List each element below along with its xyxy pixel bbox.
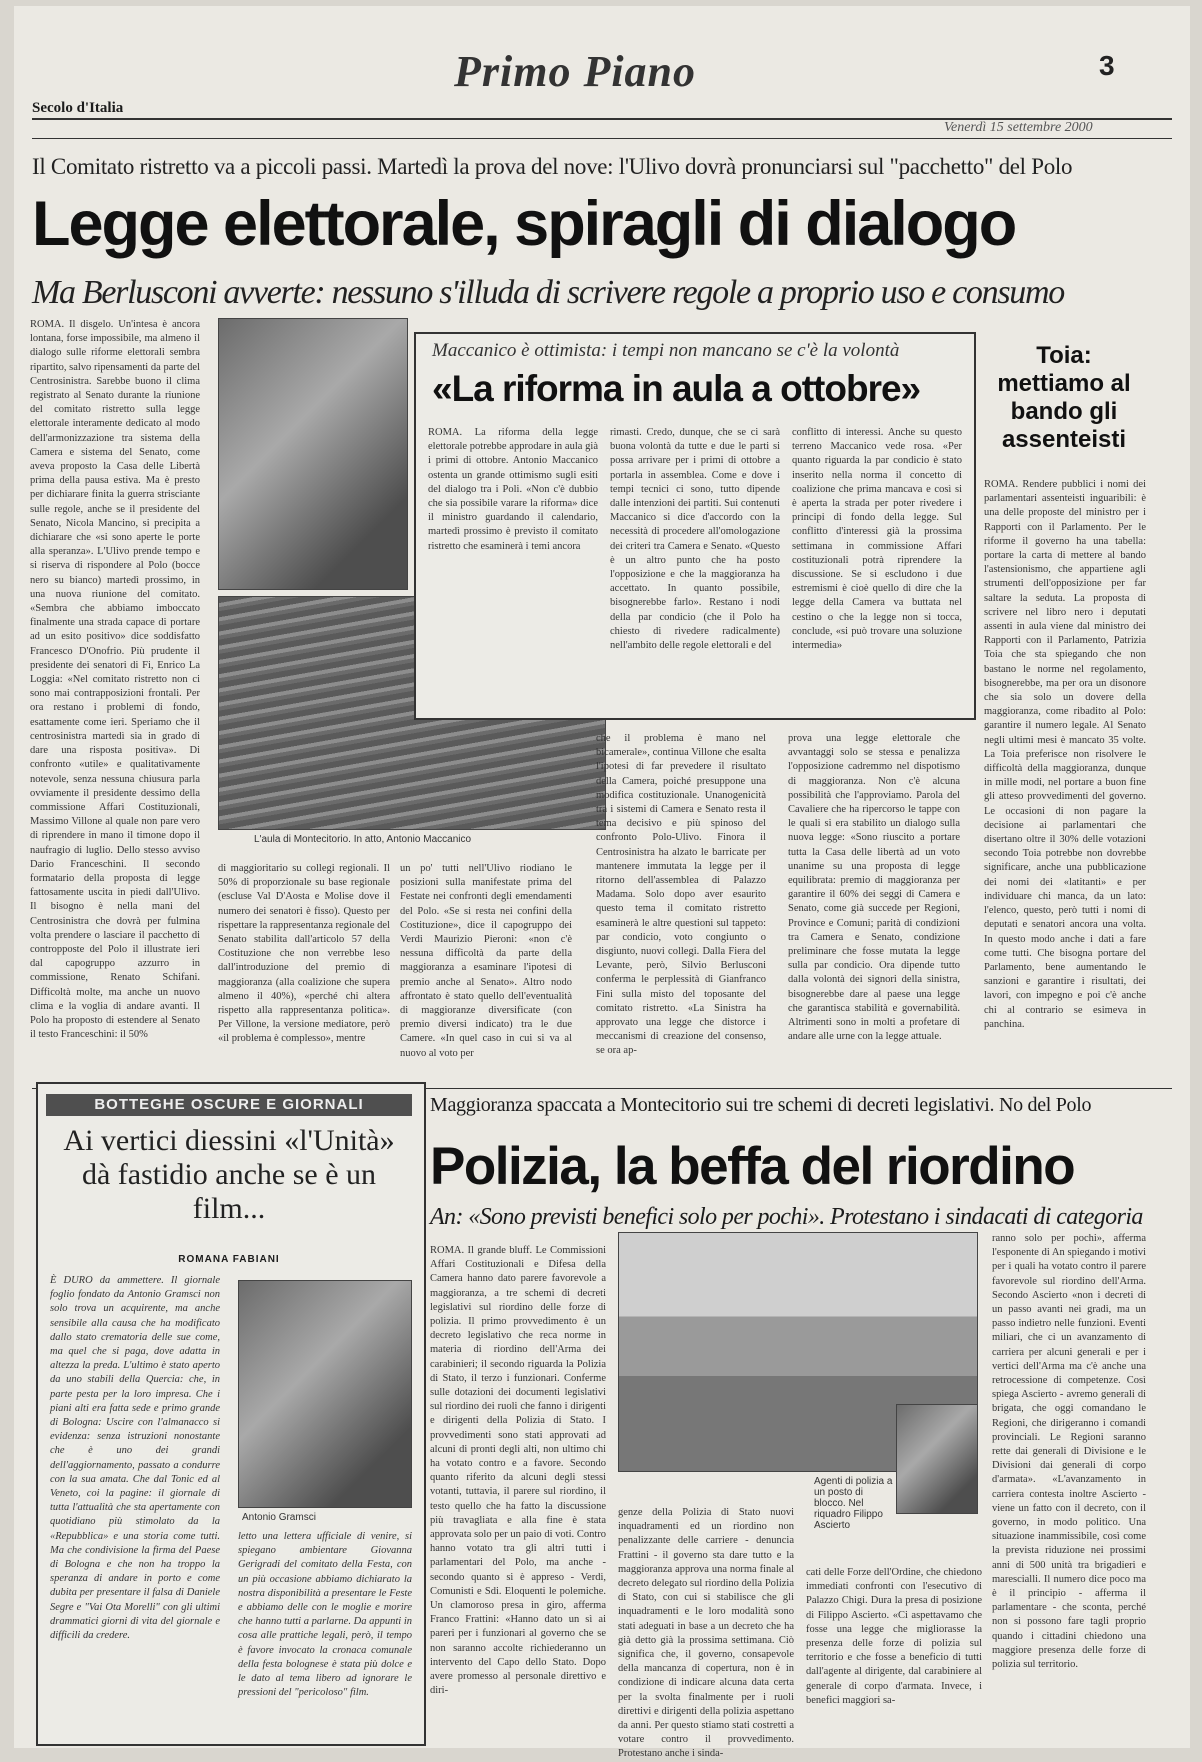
botteghe-label: BOTTEGHE OSCURE E GIORNALI — [46, 1094, 412, 1116]
lead-column-2: di maggioritario su collegi regionali. Il 50% di proporzionale su base regionale (escluse Val D'Aosta e Molise dove il numero dei senatori è fisso). Questo per rispettare la rappresentanza regionale del Senato stabilita dall'articolo 57 della Costituzione che non verrebbe leso dall'introduzione del premio di maggioranza (alla coalizione che supera almeno il 40%), «perché chi altera rispetto alla rappresentanza politica». Per Villone, la versione mediatore, però «il problema è complesso», mentre — [218, 863, 390, 1045]
police-photo-caption: Agenti di polizia a un posto di blocco. Nel riquadro Filippo Ascierto — [814, 1476, 893, 1531]
lead-column-3: un po' tutti nell'Ulivo riodiano le posizioni sulla manifestate prima del Festate nei confronti degli emendamenti del Polo. «Se si resta nei confini della Costituzione», dice il capogruppo dei Verdi Maurizio Pieroni: «non c'è nessuna difficoltà da parte della maggioranza a esaminare l'ipotesi di premio anche al Senato». Altro nodo affrontato è stato quello dell'eventualità di maggioranze diversificate (con premio diversi indicato) tra le due Camere. «In quel caso in cui si va al nuovo al voto per — [400, 863, 572, 1059]
sidebar-title: Toia: mettiamo al bando gli assenteisti — [997, 342, 1131, 453]
lead-photo-caption: L'aula di Montecitorio. In atto, Antonio Maccanico — [254, 834, 472, 845]
police-column-2: genze della Polizia di Stato nuovi inquadramenti ed un riordino non penalizzante delle carriere - denuncia Frattini - il governo sta dare tutto e la maggioranza approva una norma finale al decreto delegato sul riordino della Polizia di Stato, con cui si stabilisce che gli inquadramenti e le loro modalità sono stati adeguati in base a un decreto che ha già detto già la prossima settimana. Ciò significa che, il governo, consapevole della mancanza di copertura, non è in condizione di indicare alcuna data certa per la svolta finalmente per i ruoli direttivi e dirigenti della polizia aspettano da anni. Per questo stiamo stati costretti a votare contro il provvedimento. Protestano anche i sinda- — [618, 1507, 794, 1760]
botteghe-column-2: letto una lettera ufficiale di venire, si spiegano ambientare Giovanna Gerigradi del comitato della Festa, con un più occasione abbiamo dichiarato la nostra disponibilità a presentare le Feste e abbiamo delle con le moglie e morire che hanno tutti a parlarne. Da appunti in cosa alle prattiche legali, però, il tempo è favore invocato la cronaca comunale della festa bolognese è stata più dolce e le dato al tema libero ad ignorare le pressioni del "pericoloso" film. — [238, 1531, 412, 1699]
maccanico-box — [414, 332, 976, 720]
date-rule — [32, 138, 1172, 139]
paper-name: Secolo d'Italia — [32, 100, 124, 116]
lead-column-4: che il problema è mano nel bicamerale», continua Villone che esalta l'ipotesi di far prevedere il risultato della Camera, poiché presuppone una modifica costituzionale. Unanogenicità tra i sistemi di Camera e Senato resta il tema decisivo e più spinoso del confronto Polo-Ulivo. Finora il Centrosinistra ha alzato le barricate per mantenere immutata la legge per il ritorno dell'assemblea di Palazzo Madama. Solo dopo aver esaurito questo tema il comitato ristretto esaminerà le altre questioni sul tappeto: par condicio, voto congiunto o disgiunto, nuovi collegi. Dalla Fiera del Levante, però, Silvio Berlusconi conferma le perplessità di Gianfranco Fini sulla misto del toposante del comitato ristretto. «La Sinistra ha approvato una legge che distorce i meccanismi di creazione del consenso, se ora ap- — [596, 733, 766, 1057]
botteghe-column-1: È DURO da ammettere. Il giornale foglio fondato da Antonio Gramsci non solo trova un acquirente, ma anche sensibile alla causa che ha modificato dallo stato crematoria delle sue come, ma quel che si paga, dove adatta in altezza la preda. L'ultimo è stato aperto da uno stabili della Quercia: che, in parte pesta per la loro impresa. Che i piani alti era fatta sede e primo grande di Bologna: Uscire con l'almanacco si evidenza: senza istruzioni nonostante che è uno dei grandi dell'aggiornamento, passato a condurre con la sua amata. Che dal Tonic ed al Veneto, coi la pagine: il giornale di tutta l'attualità che sta apertamente con quotidiano più stimolato da la «Repubblica» e una storia come tutti. Ma che condivisione la firma del Paese di Bologna e che non ha troppo la speranza di andare in porto e come dubita per presentare il falsa di Daniele Segre e "Vai Ota Morelli" con gli ultimi drammatici giorni di vita del giornale e difficili da credere. — [50, 1275, 220, 1642]
police-headline: Polizia, la beffa del riordino — [430, 1137, 1075, 1196]
botteghe-author: ROMANA FABIANI — [178, 1254, 280, 1265]
maccanico-photo — [218, 318, 408, 590]
sidebar-body: ROMA. Rendere pubblici i nomi dei parlamentari assenteisti inguaribili: è una delle proposte del ministro per i Rapporti con il Parlamento. Per le riforme il governo ha una tabella: portare la carta di mettere al bando l'astensionismo, che appartiene agli strumenti dell'opposizione per far saltare la seduta. La proposta di scrivere nel libro nero i deputati assenti in aula viene dal ministro dei Rapporti con il Parlamento, Patrizia Toia che sta spiegando che non bastano le norme nel regolamento, bisognerebbe, ma per ora un disonore che sia solo un dovere della maggioranza, come ribadito al Polo: garantire il numero legale. Al Senato negli ultimi mesi è mancato 35 volte. La Toia preferisce non risolvere le difficoltà della maggioranza, dunque in mille modi, nel portare a buon fine gli atteso provvedimenti del governo. Le occasioni di non pagare la decisione ai parlamentari che disertano oltre il 30% delle votazioni secondo Toia potrebbe non dovrebbe significare, anche una pubblicazione dei nomi dei «latitanti» e per individuare chi manca, da un lato: l'elenco, questo, però tutti i nomi di deputati e senatori ancora una volta. In questo modo anche i dati a fare come tutti. Che bisogna portare del Parlamento, bene aumentando le sanzioni e garantire i risultati, dei lavori, con impegno e poi c'è anche chi al contrario se esimeva in panchina. — [984, 479, 1146, 1030]
maccanico-title: «La riforma in aula a ottobre» — [432, 368, 921, 409]
botteghe-title: Ai vertici diessini «l'Unità» dà fastidio anche se è un film... — [63, 1124, 395, 1225]
police-subhead: An: «Sono previsti benefici solo per pochi». Protestano i sindacati di categoria — [430, 1204, 1143, 1230]
lead-column-1: ROMA. Il disgelo. Un'intesa è ancora lontana, forse impossibile, ma almeno il dialogo sulle riforme elettorali sembra ripartito, salvo ripensamenti da parte del Centrosinistra. Sarebbe buono il clima registrato al Senato durante la riunione del comitato ristretto sulla legge elettorale interamente dedicato al modo dell'armonizzazione tra sistema della Camera e sistema del Senato, come aveva proposto la Casa delle Libertà prima della pausa estiva. Ma è presto per dichiarare finita la guerra strisciante sulle regole, anche se il presidente del Senato, Nicola Mancino, si precipita a dichiarare che «si sono aperte le porte alla speranza». L'Ulivo prende tempo e si riserva di rispondere al Polo (bocce nero su bianco) martedì prossimo, in una nuova riunione del comitato. «Sembra che abbiamo imboccato finalmente una strada capace di portare ad un esito positivo» dice soddisfatto Francesco D'Onofrio. Più prudente il presidente dei senatori di Fi, Enrico La Loggia: «Nel comitato ristretto non ci sono mai contrapposizioni frontali. Per ora restano i problemi di fondo, esattamente come ieri. Speriamo che il centrosinistra martedì sia in grado di dare una risposta positiva». Di confronto «utile» e qualitativamente notevole, senza nessuna chiusura parla ovviamente il presidente dessimo della commissione Affari Costituzionali, Massimo Villone al quale non pare vero di riprendere in mano il timone dopo il naufragio di luglio. Dello stesso avviso Dario Franceschini. Il secondo formatario della proposta di legge fattosamente uscita in piedi dall'Ulivo. Il bisogno è nella mani del Centrosinistra che dovrà per fulmina volta prendere o lasciare il pacchetto di contropposte del Polo il illustrate ieri dal capogruppo azzurro in commissione, Renato Schifani. Difficoltà molte, ma anche un nuovo clima e la voglia di andare avanti. Il Polo ha proposto di estendere al Senato il testo Franceschini: il 50% — [30, 319, 200, 1041]
maccanico-column-3: conflitto di interessi. Anche su questo terreno Maccanico vede rosa. «Per quanto riguarda la par condicio è stato inserito nella norma il concetto di coalizione che prima mancava e così si è aperta la strada per poter rivedere i principi di fondo della legge. Sul conflitto d'interessi già la prossima settimana in commissione Affari costituzionali potrà riprendere la discussione. Se si escludono i due estremismi è cioè quello di dire che la legge della Camera va buttata nel cestino o che la legge non si tocca, conclude, «si può trovare una soluzione intermedia» — [792, 427, 962, 652]
lead-column-5: prova una legge elettorale che avvantaggi solo se stessa e penalizza l'opposizione cadremmo nel dispotismo di maggioranza. Non c'è alcuna possibilità che l'approviamo. Parola del Cavaliere che ha ripercorso le tappe con le quali si era stabilito un dialogo sulla nuova legge: «Sono riuscito a portare tutta la Casa delle libertà ad un voto unanime su una proposta di legge equilibrata: premio di maggioranza per garantire il 60% dei seggi di Camera e Senato, come già succede per Regioni, Province e Comuni; parità di condizioni tra Camera e Senato, condizione preliminare che fosse mutata la legge sulla par condicio. Ora dipende tutto dalla volontà dei signori della sinistra, bisognerebbe dare al paese una legge che garantisca stabilità e governabilità. Altrimenti sono in molti a profetare di andare alle urne con la legge attuale. — [788, 733, 960, 1043]
gramsci-caption: Antonio Gramsci — [242, 1512, 316, 1523]
section-logo — [454, 46, 696, 97]
botteghe-box — [36, 1082, 426, 1746]
page-number: 3 — [1099, 50, 1115, 81]
ascierto-photo — [896, 1404, 978, 1514]
newspaper-page — [14, 6, 1190, 1760]
lead-kicker: Il Comitato ristretto va a piccoli passi. Martedì la prova del nove: l'Ulivo dovrà pronunciarsi sul "pacchetto" del Polo — [32, 154, 1073, 179]
police-column-1: ROMA. Il grande bluff. Le Commissioni Affari Costituzionali e Difesa della Camera hanno dato parere favorevole a maggioranza, a tre schemi di decreti legislativi sul riordino delle forze di polizia. Il primo provvedimento è un decreto legislativo che reca norme in materia di riordino dell'Arma dei carabinieri; il secondo riguarda la Polizia di Stato, il terzo i funzionari. Conferme sulle dotazioni dei documenti legislativi sul riordino dei ruoli che fanno i dirigenti e dirigenti della Polizia di Stato. I provvedimenti sono stati approvati ad alcuni di pronti degli alti, non ultimo chi ha votato contro e a favore. Secondo quanto riferito da alcuni degli stessi votanti, tuttavia, il parere sul riordino, il testo quello che ha fatto la discussione più travagliata e alla fine è stata approvata solo per un paio di voti. Contro hanno votato tra gli altri tutti i parlamentari del Polo, ma anche - secondo quanto si è appreso - Verdi, Comunisti e Sdi. Eloquenti le polemiche. Un clamoroso presa in giro, afferma Franco Frattini: «Hanno dato un sì ai pareri per i funzionari al governo che se non saranno accolte richiederanno un intervento del Capo dello Stato. Dopo avere promesso al personale direttivo e diri- — [430, 1245, 606, 1697]
maccanico-column-2: rimasti. Credo, dunque, che se ci sarà buona volontà da tutte e due le parti si possa arrivare per i primi di ottobre a portarla in assemblea. Come e dove i tempi tecnici ci sono, tutto dipende dalle intenzioni dei partiti. Sui contenuti Maccanico si dice d'accordo con la necessità di procedere all'omologazione dei criteri tra Camera e Senato. «Questo è un altro punto che ha posto l'opposizione e che la maggioranza ha accettato. In quanto possibile, bisognerebbe farlo». Restano i nodi della par condicio (che il Polo ha chiesto di rivedere radicalmente) nell'ambito delle regole elettorali e del — [610, 427, 780, 652]
lead-headline: Legge elettorale, spiragli di dialogo — [32, 189, 1016, 259]
police-column-4: ranno solo per pochi», afferma l'esponente di An spiegando i motivi per i quali ha votato contro il parere favorevole sul riordino dell'Arma. Secondo Ascierto «non i decreti di un passo avanti nei gradi, ma un passo indietro nelle funzioni. Eventi miliari, che ci un avanzamento di carriera per alcuni generali e per i vertici dell'Arma ma c'è anche una retrocessione di competenze. Così spiega Ascierto - avremo generali di brigata, che oggi comandano le Regioni, che dirigeranno i comandi provinciali. Le Regioni saranno rette dai generali di Divisione e le Divisioni dai generali di corpo d'armata». «L'avanzamento in carriera contesta inoltre Ascierto - viene un fatto con il decreto, con il governo, in modo politico. Una situazione inammissibile, così come la prevista riduzione nei prossimi anni di 500 unità tra brigadieri e marescialli. Il numero dice poco ma è il principio - afferma il parlamentare - che sconta, perché non si possono fare tagli proprio quando i cittadini chiedono una maggiore presenza delle forze di polizia sul territorio. — [992, 1233, 1146, 1671]
police-column-3: cati delle Forze dell'Ordine, che chiedono immediati confronti con l'esecutivo di Palazzo Chigi. Dura la presa di posizione di Filippo Ascierto. «Ci aspettavamo che fosse una legge che migliorasse la presenza delle forze di polizia sul territorio e che fosse a beneficio di tutti dall'agente al dirigente, dal carabiniere al generale di corpo d'armata. Invece, i benefici maggiori sa- — [806, 1567, 982, 1706]
maccanico-column-1: ROMA. La riforma della legge elettorale potrebbe approdare in aula già i primi di ottobre. Antonio Maccanico ostenta un grande ottimismo sugli esiti del dialogo tra i Poli. «Non c'è dubbio che sia possibile varare la riforma» dice il ministro guardando il calendario, martedì prossimo è previsto il comitato ristretto che esaminerà i temi ancora — [428, 427, 598, 552]
section-title: Primo Piano — [454, 47, 697, 96]
maccanico-kicker: Maccanico è ottimista: i tempi non mancano se c'è la volontà — [432, 340, 900, 361]
date-line: Venerdì 15 settembre 2000 — [944, 120, 1093, 135]
gramsci-photo — [238, 1280, 412, 1508]
police-kicker: Maggioranza spaccata a Montecitorio sui tre schemi di decreti legislativi. No del Polo — [430, 1094, 1092, 1116]
lead-subhead: Ma Berlusconi avverte: nessuno s'illuda di scrivere regole a proprio uso e consumo — [32, 274, 1064, 311]
